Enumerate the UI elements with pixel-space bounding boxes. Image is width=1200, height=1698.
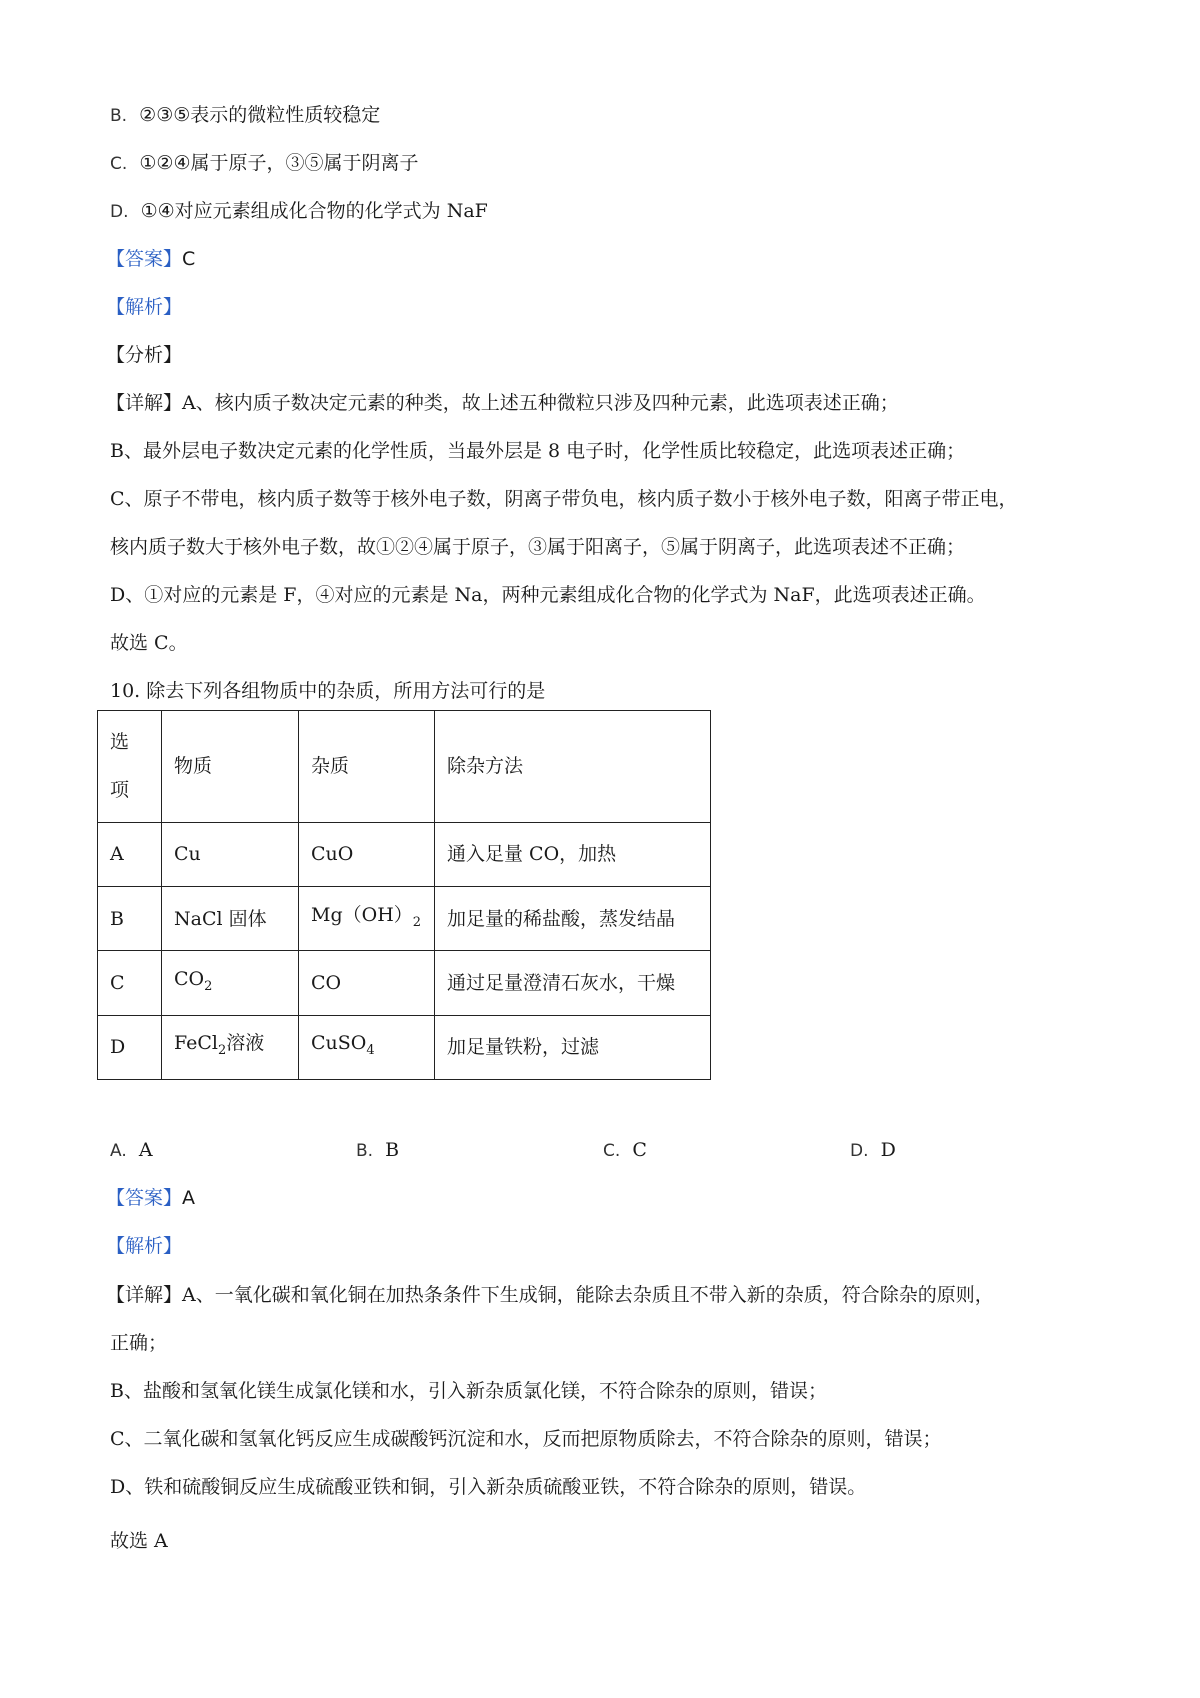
q10-detail-a2: 正确；	[110, 1332, 168, 1354]
q10-detail-a1: 【详解】A、一氧化碳和氧化铜在加热条条件下生成铜，能除去杂质且不带入新的杂质，符合除杂的原则，	[106, 1284, 994, 1306]
impurity-cell: $Mg(OH)_2$	[299, 886, 435, 950]
impurity-table	[97, 710, 711, 1080]
q9-detail-d: D、①对应的元素是 F，④对应的元素是 Na，两种元素组成化合物的化学式为 NaF，此选项表述正确。	[110, 584, 986, 606]
q9-detail-c1: C、原子不带电，核内质子数等于核外电子数，阴离子带负电，核内质子数小于核外电子数，阳离子带正电，	[110, 488, 1018, 510]
q9-option-b: B. ②③⑤表示的微粒性质较稳定	[110, 104, 381, 126]
q9-answer: 【答案】C	[106, 248, 196, 270]
header-impurity: 杂质	[299, 711, 435, 823]
q9-analysis-label: 【解析】	[106, 296, 183, 318]
q10-choice-b: B. B	[356, 1139, 400, 1161]
header-substance: 物质	[162, 711, 299, 823]
q10-detail-c: C、二氧化碳和氢氧化钙反应生成碳酸钙沉淀和水，反而把原物质除去，不符合除杂的原则，错误；	[110, 1428, 942, 1450]
q9-fenxi-label: 【分析】	[106, 344, 183, 366]
header-method: 除杂方法	[435, 711, 711, 823]
impurity-cell: CuSO$_4$	[299, 1015, 435, 1079]
table-row: A Cu CuO 通入足量 CO，加热	[98, 822, 711, 886]
q9-option-c: C. ①②④属于原子，③⑤属于阴离子	[110, 152, 419, 174]
substance-cell: FeCl$_2$溶液	[162, 1015, 299, 1079]
q10-analysis-label: 【解析】	[106, 1235, 183, 1257]
q10-choice-d: D. D	[850, 1139, 896, 1161]
q9-detail-c2: 核内质子数大于核外电子数，故①②④属于原子，③属于阳离子，⑤属于阴离子，此选项表述不正确；	[110, 536, 966, 558]
table-row: D FeCl$_2$溶液 CuSO$_4$ 加足量铁粉，过滤	[98, 1015, 711, 1079]
q9-detail-a: 【详解】A、核内质子数决定元素的种类，故上述五种微粒只涉及四种元素，此选项表述正确；	[106, 392, 899, 414]
substance-cell: $CO_2$	[162, 951, 299, 1015]
table-header-row	[98, 711, 711, 823]
q10-choice-c: C. C	[603, 1139, 647, 1161]
q10-choice-a: A. A	[110, 1139, 153, 1161]
q9-detail-b: B、最外层电子数决定元素的化学性质，当最外层是 8 电子时，化学性质比较稳定，此选项表述正确；	[110, 440, 966, 462]
q10-conclusion: 故选 A	[110, 1530, 168, 1552]
table-row: B NaCl 固体 $Mg(OH)_2$ 加足量的稀盐酸，蒸发结晶	[98, 886, 711, 950]
table-row: C $CO_2$ CO 通过足量澄清石灰水，干燥	[98, 951, 711, 1015]
q10-detail-d: D、铁和硫酸铜反应生成硫酸亚铁和铜，引入新杂质硫酸亚铁，不符合除杂的原则，错误。	[110, 1476, 867, 1498]
q10-stem: 10. 除去下列各组物质中的杂质，所用方法可行的是	[110, 680, 546, 702]
q10-detail-b: B、盐酸和氢氧化镁生成氯化镁和水，引入新杂质氯化镁，不符合除杂的原则，错误；	[110, 1380, 827, 1402]
q9-option-d: D. ①④对应元素组成化合物的化学式为 NaF	[110, 200, 488, 222]
header-option: 选 项	[98, 711, 162, 823]
q9-conclusion: 故选 C。	[110, 632, 188, 654]
q10-answer: 【答案】A	[106, 1187, 196, 1209]
